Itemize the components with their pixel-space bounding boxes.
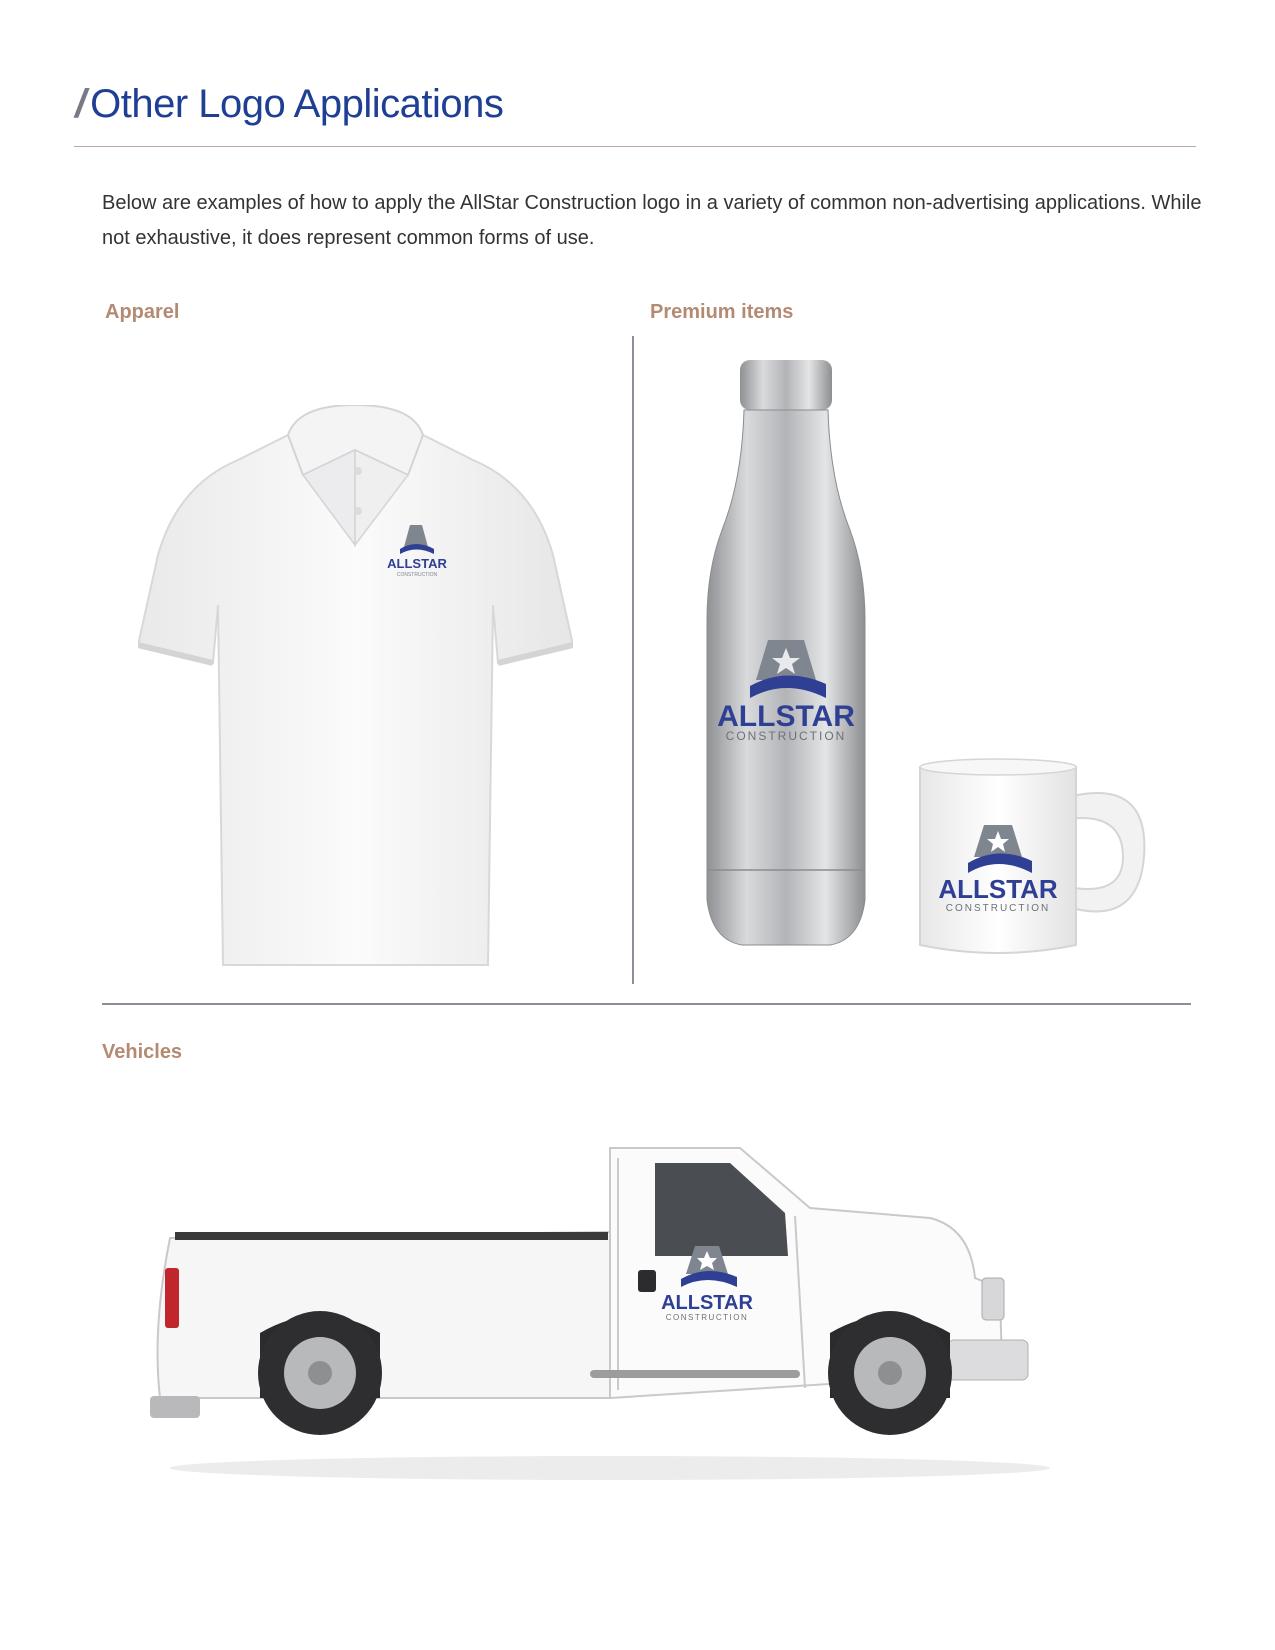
front-wheel bbox=[828, 1311, 952, 1435]
pickup-truck-mockup bbox=[140, 1128, 1080, 1488]
column-divider bbox=[632, 336, 634, 984]
polo-shirt-mockup bbox=[138, 405, 573, 975]
page-title: Other Logo Applications bbox=[90, 82, 504, 126]
mug-logo-wordmark: ALLSTAR bbox=[938, 874, 1058, 904]
truck-logo-wordmark: ALLSTAR bbox=[661, 1292, 753, 1314]
vehicles-label: Vehicles bbox=[102, 1041, 183, 1063]
title-slash: / bbox=[75, 82, 87, 126]
mug-logo-tagline: CONSTRUCTION bbox=[945, 903, 1051, 914]
tail-light bbox=[165, 1268, 179, 1328]
bottle-logo-tagline: CONSTRUCTION bbox=[725, 729, 847, 743]
header-rule bbox=[74, 146, 1196, 147]
premium-label: Premium items bbox=[650, 301, 794, 323]
water-bottle-mockup bbox=[700, 360, 872, 960]
bottle-logo-wordmark: ALLSTAR bbox=[717, 700, 855, 733]
section-divider bbox=[102, 1003, 1191, 1005]
shirt-logo-tagline: CONSTRUCTION bbox=[396, 572, 438, 578]
mug-mockup bbox=[918, 757, 1150, 967]
page-header bbox=[75, 82, 503, 127]
intro-paragraph: Below are examples of how to apply the AllStar Construction logo in a variety of common non-advertising applications. While not exhaustive, it does represent common forms of use. bbox=[102, 192, 1202, 249]
shirt-logo-wordmark: ALLSTAR bbox=[387, 556, 447, 571]
rear-wheel bbox=[258, 1311, 382, 1435]
apparel-label: Apparel bbox=[105, 301, 180, 323]
truck-logo-tagline: CONSTRUCTION bbox=[665, 1313, 749, 1322]
